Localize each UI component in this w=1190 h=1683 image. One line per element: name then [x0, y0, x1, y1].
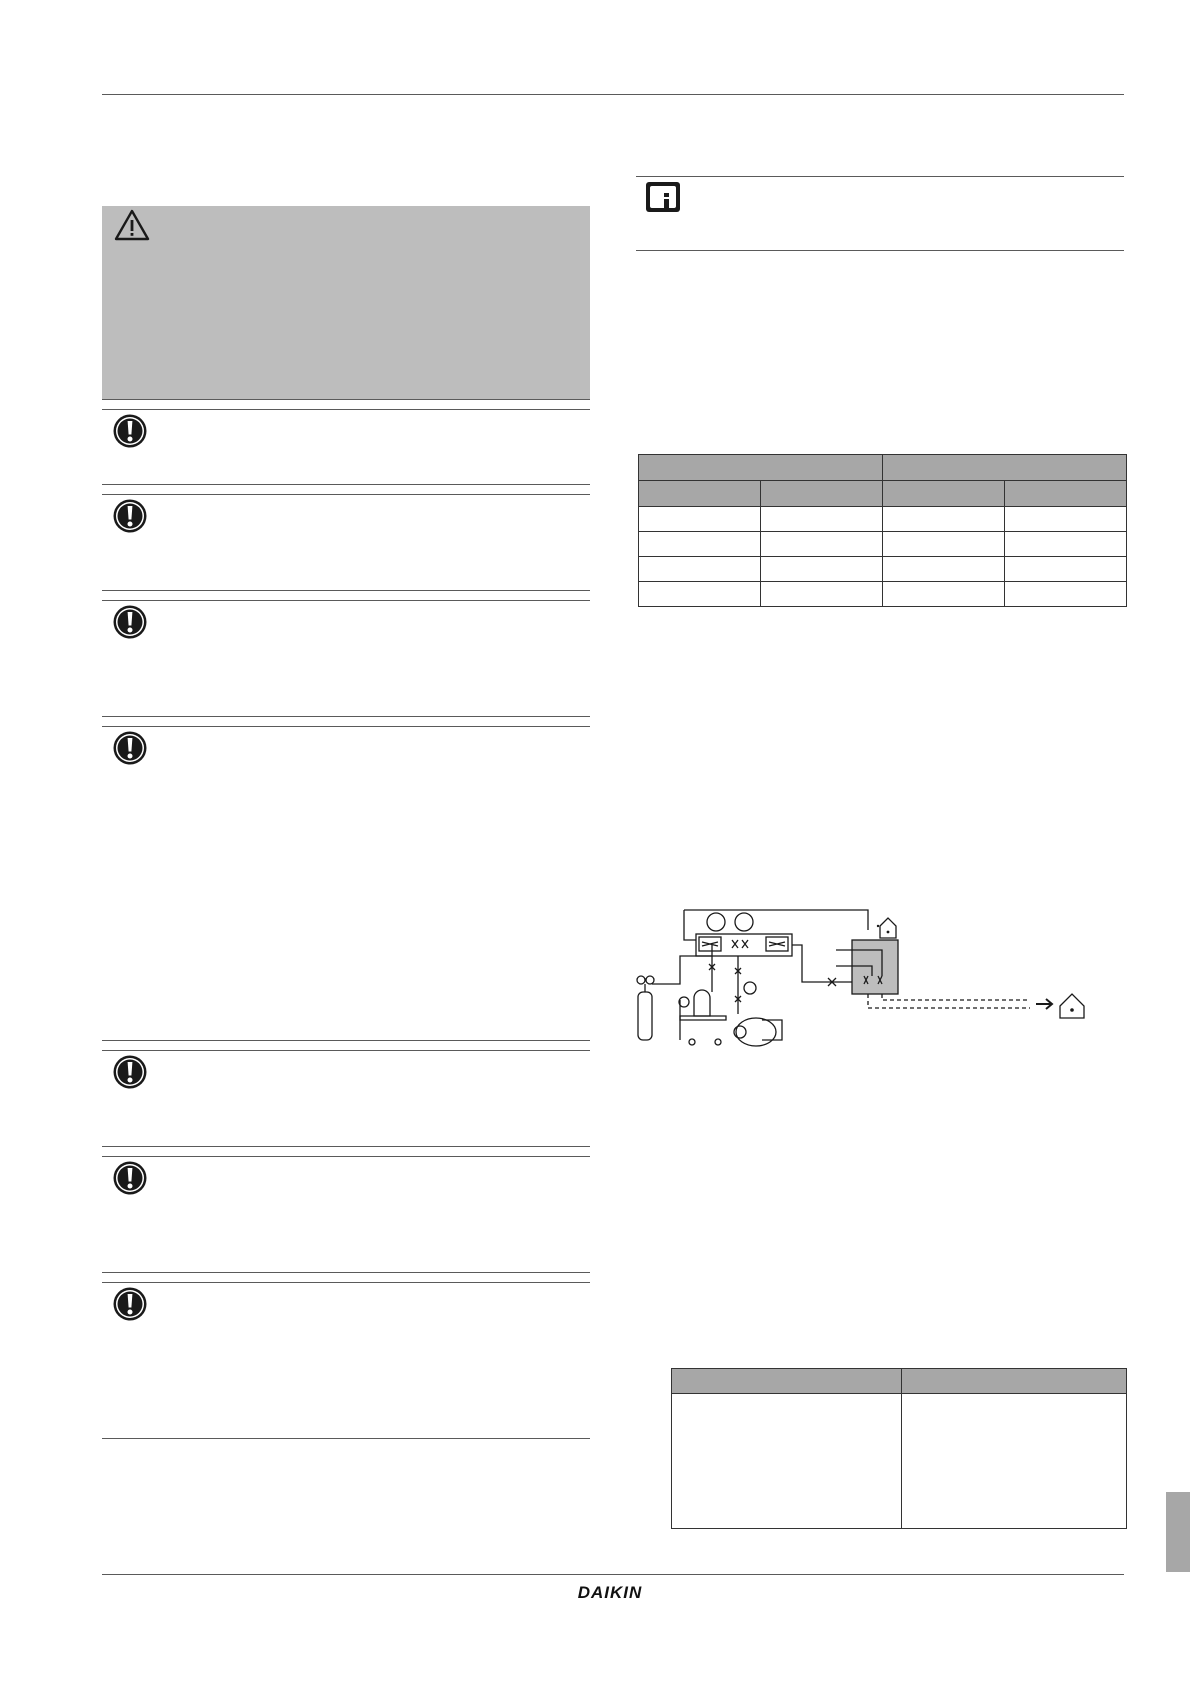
data-table-1 — [638, 454, 1127, 607]
notice-2-bottom-rule — [102, 590, 590, 591]
table-cell — [761, 582, 883, 607]
table-header-row — [672, 1369, 1127, 1394]
table-cell — [1005, 507, 1127, 532]
notice-6-bottom-rule — [102, 1272, 590, 1273]
table-header-cell — [883, 455, 1127, 481]
table-cell — [901, 1394, 1126, 1529]
table-header-row — [639, 455, 1127, 481]
info-icon — [646, 182, 680, 212]
notice-7-bottom-rule — [102, 1438, 590, 1439]
table-cell — [761, 507, 883, 532]
table-cell — [883, 507, 1005, 532]
table-cell — [883, 582, 1005, 607]
warning-box — [102, 206, 590, 399]
table-header-cell — [672, 1369, 902, 1394]
table-cell — [639, 507, 761, 532]
exclamation-circle-icon — [112, 1054, 148, 1090]
exclamation-circle-icon — [112, 604, 148, 640]
warning-box-bottom-rule — [102, 399, 590, 400]
exclamation-circle-icon — [112, 498, 148, 534]
info-bottom-rule — [636, 250, 1124, 251]
table-subheader-row — [639, 481, 1127, 507]
table-cell — [639, 557, 761, 582]
info-top-rule — [636, 176, 1124, 177]
notice-1-top-rule — [102, 409, 590, 410]
table-header-cell — [761, 481, 883, 507]
table-cell — [1005, 532, 1127, 557]
exclamation-circle-icon — [112, 730, 148, 766]
table-header-cell — [1005, 481, 1127, 507]
table-header-cell — [883, 481, 1005, 507]
notice-5-bottom-rule — [102, 1146, 590, 1147]
table-cell — [1005, 582, 1127, 607]
table-cell — [883, 532, 1005, 557]
table-row — [639, 582, 1127, 607]
notice-3-top-rule — [102, 600, 590, 601]
exclamation-circle-icon — [112, 1160, 148, 1196]
chapter-side-tab — [1166, 1492, 1190, 1572]
table-header-cell — [901, 1369, 1126, 1394]
table-cell — [883, 557, 1005, 582]
table-row — [672, 1394, 1127, 1529]
exclamation-circle-icon — [112, 413, 148, 449]
warning-triangle-icon — [114, 209, 150, 241]
header-rule — [102, 94, 1124, 95]
notice-6-top-rule — [102, 1156, 590, 1157]
data-table-2 — [671, 1368, 1127, 1529]
notice-7-top-rule — [102, 1282, 590, 1283]
table-header-cell — [639, 481, 761, 507]
footer-rule — [102, 1574, 1124, 1575]
piping-diagram — [632, 900, 1092, 1048]
table-cell — [639, 532, 761, 557]
table-row — [639, 507, 1127, 532]
daikin-logo: DAIKIN — [577, 1583, 643, 1602]
table-row — [639, 557, 1127, 582]
table-cell — [761, 557, 883, 582]
notice-5-top-rule — [102, 1050, 590, 1051]
table-cell — [761, 532, 883, 557]
notice-4-bottom-rule — [102, 1040, 590, 1041]
notice-3-bottom-rule — [102, 716, 590, 717]
table-header-cell — [639, 455, 883, 481]
notice-1-bottom-rule — [102, 484, 590, 485]
table-cell — [1005, 557, 1127, 582]
exclamation-circle-icon — [112, 1286, 148, 1322]
table-cell — [672, 1394, 902, 1529]
notice-4-top-rule — [102, 726, 590, 727]
notice-2-top-rule — [102, 494, 590, 495]
table-row — [639, 532, 1127, 557]
table-cell — [639, 582, 761, 607]
